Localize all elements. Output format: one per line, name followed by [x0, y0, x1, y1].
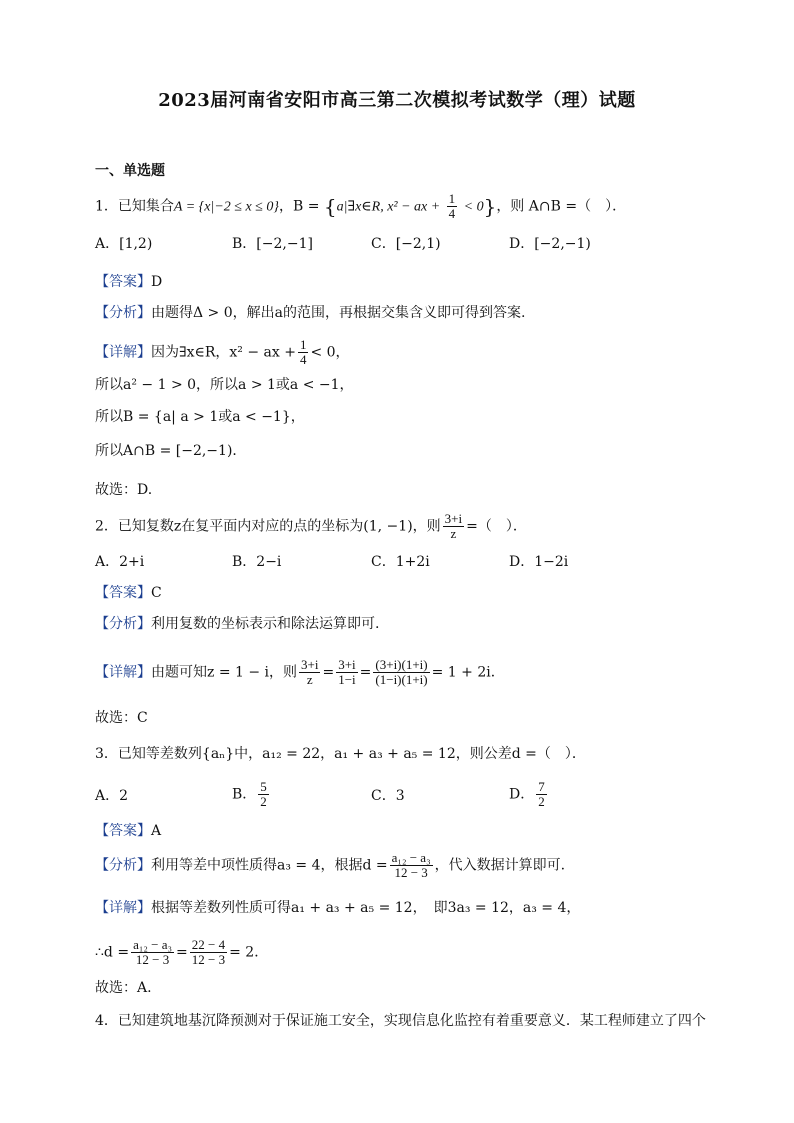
q3-option-d: D． $\frac{7}{2}$ — [509, 779, 545, 809]
q1-brace-close: } — [483, 194, 497, 219]
q1-option-d: D．[−2,−1) — [509, 236, 591, 252]
q2-detail: 【详解】由题可知z = 1 − i，则 $\frac{3+i}{z}$ = $\frac{3+i}{1-i}$ = $\frac{(3+i)(1+i)}{(1-i)(1+i)}$ = 1 + 2i． — [95, 657, 505, 687]
q1-choose: 故选：D. — [95, 482, 153, 498]
q1-fraction: $\frac{1}{4}$ — [448, 191, 456, 221]
q2-stem: 2．已知复数z在复平面内对应的点的坐标为(1, −1)，则 $\frac{3+i}{z}$ =（ ）． — [95, 511, 527, 541]
q1-set-a: A = {x|−2 ≤ x ≤ 0} — [173, 199, 279, 215]
q1-set-b-end: < 0 — [463, 199, 484, 215]
q3-option-c: C．3 — [371, 788, 405, 804]
q3-option-a: A．2 — [95, 788, 129, 804]
q1-detail-2: 所以a² − 1 > 0，所以a > 1或a < −1， — [95, 377, 354, 393]
q2-choose: 故选：C — [95, 710, 148, 726]
q2-option-b: B．2−i — [232, 554, 282, 570]
q4-stem: 4．已知建筑地基沉降预测对于保证施工安全，实现信息化监控有着重要意义．某工程师建立了四个 — [95, 1013, 706, 1029]
q1-set-b-pre: ，B = — [278, 198, 320, 215]
page-title: 2023届河南省安阳市高三第二次模拟考试数学（理）试题 — [158, 90, 636, 111]
q3-choose: 故选：A. — [95, 980, 152, 996]
q1-option-c: C．[−2,1) — [371, 236, 441, 252]
q1-detail-4: 所以A∩B = [−2,−1)． — [95, 443, 247, 459]
q1-detail-3: 所以B = {a| a > 1或a < −1}， — [95, 409, 305, 425]
answer-label: 【答案】 — [95, 274, 151, 290]
q3-answer: 【答案】A — [95, 823, 162, 839]
q3-option-b: B． $\frac{5}{2}$ — [232, 779, 267, 809]
detail-label: 【详解】 — [95, 344, 151, 361]
q3-detail-1: 【详解】根据等差数列性质可得a₁ + a₃ + a₅ = 12， 即3a₃ = 12，a₃ = 4， — [95, 900, 581, 916]
analysis-label: 【分析】 — [95, 305, 151, 321]
q1-answer: 【答案】D — [95, 274, 163, 290]
q1-number: 1．已知集合 — [95, 198, 174, 215]
section-heading: 一、单选题 — [95, 163, 165, 179]
q1-stem — [95, 192, 626, 221]
q2-option-d: D．1−2i — [509, 554, 569, 570]
q2-option-a: A．2+i — [95, 554, 145, 570]
q2-option-c: C．1+2i — [371, 554, 430, 570]
q1-ask: ，则 A∩B =（ ）． — [496, 198, 627, 215]
q1-detail-1: 【详解】因为∃x∈R，x² − ax + $\frac{1}{4}$ < 0， — [95, 337, 350, 367]
q1-set-b-body: a|∃x∈R, x² − ax + — [336, 199, 441, 215]
q1-brace-open: { — [323, 194, 337, 219]
q1-option-a: A．[1,2) — [95, 236, 153, 252]
q2-answer: 【答案】C — [95, 585, 162, 601]
q2-fraction: $\frac{3+i}{z}$ — [444, 511, 463, 541]
q3-stem: 3．已知等差数列{aₙ}中，a₁₂ = 22，a₁ + a₃ + a₅ = 12，则公差d =（ ）． — [95, 746, 586, 762]
q2-analysis: 【分析】利用复数的坐标表示和除法运算即可. — [95, 616, 380, 632]
q1-analysis: 【分析】由题得Δ > 0，解出a的范围，再根据交集含义即可得到答案. — [95, 305, 526, 321]
q1-option-b: B．[−2,−1] — [232, 236, 313, 252]
q3-detail-2: ∴d = $\frac{\text{a₁₂ − a₃}}{12 - 3}$ = $\frac{22 - 4}{12 - 3}$ = 2． — [95, 937, 269, 967]
q3-analysis: 【分析】利用等差中项性质得a₃ = 4，根据d = $\frac{\text{a₁₂ − a₃}}{12 - 3}$ ，代入数据计算即可. — [95, 850, 566, 880]
